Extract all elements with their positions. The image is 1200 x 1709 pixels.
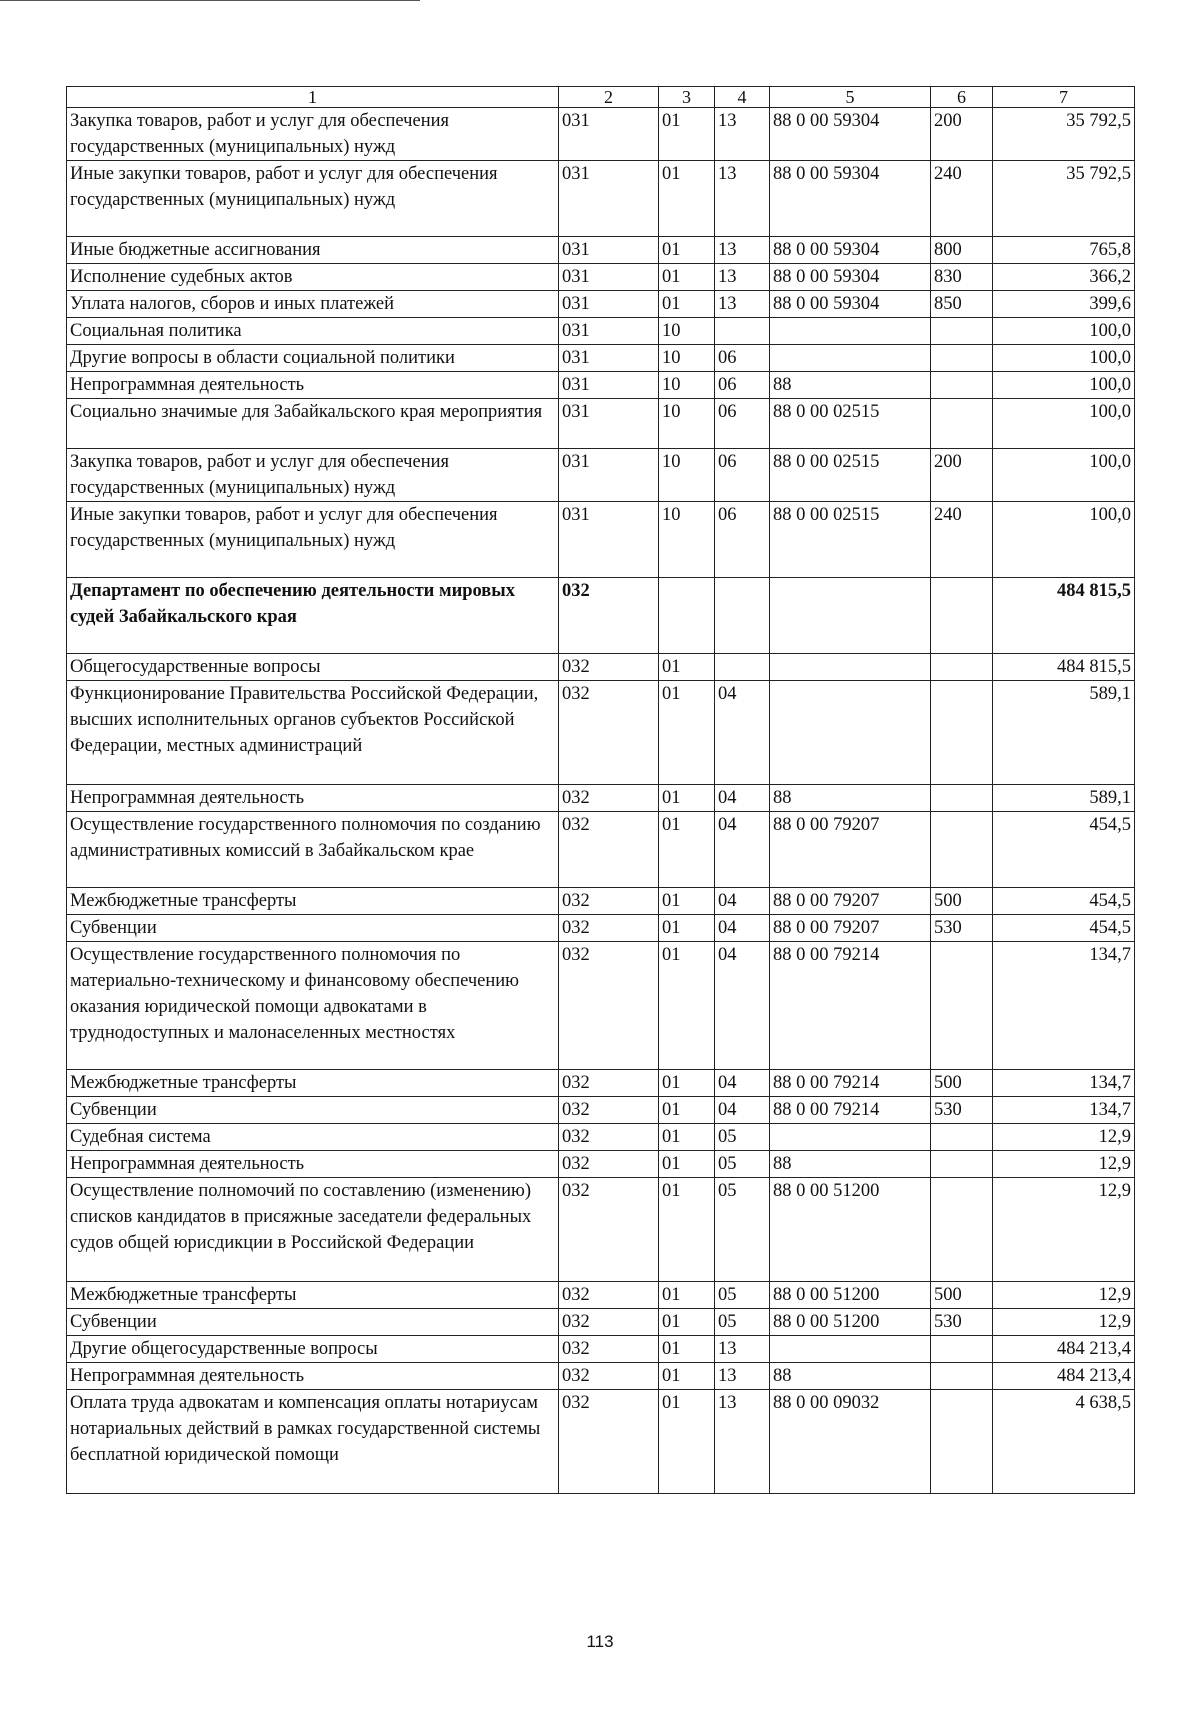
amount-cell: 100,0 bbox=[993, 318, 1135, 345]
name-cell: Межбюджетные трансферты bbox=[67, 1070, 559, 1097]
cell-col4: 06 bbox=[715, 399, 770, 449]
cell-col5: 88 0 00 79214 bbox=[770, 1070, 931, 1097]
cell-col4: 04 bbox=[715, 785, 770, 812]
cell-col6 bbox=[931, 812, 993, 888]
cell-col4: 05 bbox=[715, 1282, 770, 1309]
cell-col5 bbox=[770, 1124, 931, 1151]
cell-col3: 01 bbox=[659, 1124, 715, 1151]
cell-col6: 240 bbox=[931, 161, 993, 237]
cell-col5: 88 0 00 79214 bbox=[770, 1097, 931, 1124]
cell-col6 bbox=[931, 681, 993, 785]
cell-col4: 13 bbox=[715, 161, 770, 237]
amount-cell: 134,7 bbox=[993, 1097, 1135, 1124]
cell-col2: 032 bbox=[559, 1363, 659, 1390]
header-cell-7: 7 bbox=[993, 87, 1135, 108]
name-cell: Субвенции bbox=[67, 915, 559, 942]
cell-col6: 850 bbox=[931, 291, 993, 318]
table-row bbox=[67, 1363, 1135, 1390]
cell-col2: 031 bbox=[559, 502, 659, 578]
cell-col3: 01 bbox=[659, 1097, 715, 1124]
amount-cell: 35 792,5 bbox=[993, 108, 1135, 161]
cell-col6 bbox=[931, 345, 993, 372]
cell-col2: 032 bbox=[559, 1336, 659, 1363]
table-row bbox=[67, 345, 1135, 372]
cell-col5: 88 0 00 79207 bbox=[770, 812, 931, 888]
cell-col2: 031 bbox=[559, 449, 659, 502]
cell-col4: 04 bbox=[715, 942, 770, 1070]
cell-col3: 10 bbox=[659, 318, 715, 345]
cell-col3: 01 bbox=[659, 1336, 715, 1363]
name-cell: Департамент по обеспечению деятельности мировых судей Забайкальского края bbox=[67, 578, 559, 654]
amount-cell: 589,1 bbox=[993, 785, 1135, 812]
cell-col6: 530 bbox=[931, 1097, 993, 1124]
table-row bbox=[67, 942, 1135, 1070]
cell-col4: 04 bbox=[715, 915, 770, 942]
cell-col5: 88 0 00 59304 bbox=[770, 161, 931, 237]
amount-cell: 12,9 bbox=[993, 1309, 1135, 1336]
header-cell-5: 5 bbox=[770, 87, 931, 108]
cell-col5: 88 0 00 02515 bbox=[770, 399, 931, 449]
table-row bbox=[67, 681, 1135, 785]
cell-col5: 88 0 00 02515 bbox=[770, 449, 931, 502]
cell-col6: 200 bbox=[931, 449, 993, 502]
cell-col2: 032 bbox=[559, 1390, 659, 1494]
cell-col6 bbox=[931, 1336, 993, 1363]
cell-col4: 04 bbox=[715, 681, 770, 785]
amount-cell: 366,2 bbox=[993, 264, 1135, 291]
cell-col4: 06 bbox=[715, 372, 770, 399]
name-cell: Другие общегосударственные вопросы bbox=[67, 1336, 559, 1363]
cell-col6: 530 bbox=[931, 915, 993, 942]
cell-col6 bbox=[931, 318, 993, 345]
cell-col4: 04 bbox=[715, 1097, 770, 1124]
cell-col3: 01 bbox=[659, 1282, 715, 1309]
cell-col4: 06 bbox=[715, 449, 770, 502]
cell-col3: 01 bbox=[659, 291, 715, 318]
cell-col2: 031 bbox=[559, 237, 659, 264]
table-row bbox=[67, 888, 1135, 915]
amount-cell: 100,0 bbox=[993, 449, 1135, 502]
amount-cell: 134,7 bbox=[993, 942, 1135, 1070]
name-cell: Оплата труда адвокатам и компенсация оплаты нотариусам нотариальных действий в рамках государственной системы бесплатной юридической помощи bbox=[67, 1390, 559, 1494]
cell-col5: 88 0 00 59304 bbox=[770, 291, 931, 318]
cell-col6 bbox=[931, 578, 993, 654]
name-cell: Социальная политика bbox=[67, 318, 559, 345]
cell-col2: 032 bbox=[559, 654, 659, 681]
cell-col3: 01 bbox=[659, 812, 715, 888]
amount-cell: 134,7 bbox=[993, 1070, 1135, 1097]
table-row bbox=[67, 1282, 1135, 1309]
cell-col2: 032 bbox=[559, 785, 659, 812]
name-cell: Иные бюджетные ассигнования bbox=[67, 237, 559, 264]
cell-col4: 13 bbox=[715, 291, 770, 318]
amount-cell: 454,5 bbox=[993, 915, 1135, 942]
cell-col6: 530 bbox=[931, 1309, 993, 1336]
cell-col4: 04 bbox=[715, 812, 770, 888]
cell-col6 bbox=[931, 785, 993, 812]
table-row bbox=[67, 1390, 1135, 1494]
header-cell-2: 2 bbox=[559, 87, 659, 108]
header-row bbox=[67, 87, 1135, 108]
cell-col2: 031 bbox=[559, 108, 659, 161]
cell-col2: 032 bbox=[559, 681, 659, 785]
cell-col5: 88 0 00 59304 bbox=[770, 108, 931, 161]
table-row bbox=[67, 399, 1135, 449]
cell-col3: 01 bbox=[659, 1070, 715, 1097]
cell-col4: 13 bbox=[715, 264, 770, 291]
cell-col5 bbox=[770, 1336, 931, 1363]
cell-col2: 032 bbox=[559, 1124, 659, 1151]
amount-cell: 589,1 bbox=[993, 681, 1135, 785]
name-cell: Уплата налогов, сборов и иных платежей bbox=[67, 291, 559, 318]
cell-col2: 032 bbox=[559, 1070, 659, 1097]
table-row bbox=[67, 237, 1135, 264]
cell-col3: 01 bbox=[659, 1178, 715, 1282]
cell-col6 bbox=[931, 1178, 993, 1282]
cell-col3: 01 bbox=[659, 785, 715, 812]
page-number: 113 bbox=[586, 1632, 614, 1651]
cell-col5 bbox=[770, 318, 931, 345]
header-cell-6: 6 bbox=[931, 87, 993, 108]
cell-col3: 01 bbox=[659, 681, 715, 785]
cell-col2: 032 bbox=[559, 1282, 659, 1309]
cell-col2: 032 bbox=[559, 1178, 659, 1282]
amount-cell: 12,9 bbox=[993, 1178, 1135, 1282]
amount-cell: 454,5 bbox=[993, 888, 1135, 915]
cell-col3: 01 bbox=[659, 108, 715, 161]
amount-cell: 35 792,5 bbox=[993, 161, 1135, 237]
cell-col4: 05 bbox=[715, 1309, 770, 1336]
cell-col3: 01 bbox=[659, 888, 715, 915]
cell-col3: 01 bbox=[659, 1151, 715, 1178]
cell-col2: 031 bbox=[559, 291, 659, 318]
cell-col4 bbox=[715, 318, 770, 345]
header-cell-3: 3 bbox=[659, 87, 715, 108]
cell-col5: 88 0 00 51200 bbox=[770, 1309, 931, 1336]
cell-col5: 88 bbox=[770, 372, 931, 399]
cell-col2: 031 bbox=[559, 264, 659, 291]
cell-col5: 88 0 00 79214 bbox=[770, 942, 931, 1070]
amount-cell: 100,0 bbox=[993, 399, 1135, 449]
table-row bbox=[67, 291, 1135, 318]
name-cell: Непрограммная деятельность bbox=[67, 1363, 559, 1390]
amount-cell: 484 213,4 bbox=[993, 1363, 1135, 1390]
budget-table-body bbox=[67, 87, 1135, 1494]
cell-col3: 01 bbox=[659, 264, 715, 291]
cell-col3: 01 bbox=[659, 1363, 715, 1390]
cell-col6 bbox=[931, 654, 993, 681]
name-cell: Субвенции bbox=[67, 1309, 559, 1336]
name-cell: Судебная система bbox=[67, 1124, 559, 1151]
name-cell: Общегосударственные вопросы bbox=[67, 654, 559, 681]
table-row bbox=[67, 318, 1135, 345]
cell-col3: 10 bbox=[659, 372, 715, 399]
table-row bbox=[67, 578, 1135, 654]
cell-col5: 88 bbox=[770, 1151, 931, 1178]
name-cell: Закупка товаров, работ и услуг для обеспечения государственных (муниципальных) нужд bbox=[67, 449, 559, 502]
amount-cell: 484 815,5 bbox=[993, 654, 1135, 681]
cell-col2: 032 bbox=[559, 942, 659, 1070]
cell-col5: 88 0 00 59304 bbox=[770, 237, 931, 264]
cell-col5: 88 bbox=[770, 1363, 931, 1390]
cell-col5: 88 bbox=[770, 785, 931, 812]
cell-col2: 031 bbox=[559, 345, 659, 372]
cell-col5: 88 0 00 51200 bbox=[770, 1282, 931, 1309]
table-row bbox=[67, 1336, 1135, 1363]
amount-cell: 100,0 bbox=[993, 345, 1135, 372]
table-row bbox=[67, 1178, 1135, 1282]
table-row bbox=[67, 108, 1135, 161]
table-row bbox=[67, 1151, 1135, 1178]
amount-cell: 4 638,5 bbox=[993, 1390, 1135, 1494]
name-cell: Исполнение судебных актов bbox=[67, 264, 559, 291]
cell-col5 bbox=[770, 654, 931, 681]
cell-col6 bbox=[931, 942, 993, 1070]
amount-cell: 765,8 bbox=[993, 237, 1135, 264]
cell-col2: 031 bbox=[559, 399, 659, 449]
name-cell: Осуществление полномочий по составлению (изменению) списков кандидатов в присяжные заседатели федеральных судов общей юрисдикции в Российской Федерации bbox=[67, 1178, 559, 1282]
table-row bbox=[67, 785, 1135, 812]
cell-col6 bbox=[931, 399, 993, 449]
cell-col6 bbox=[931, 1390, 993, 1494]
amount-cell: 12,9 bbox=[993, 1124, 1135, 1151]
amount-cell: 12,9 bbox=[993, 1282, 1135, 1309]
name-cell: Функционирование Правительства Российской Федерации, высших исполнительных органов субъектов Российской Федерации, местных администраций bbox=[67, 681, 559, 785]
cell-col2: 032 bbox=[559, 1151, 659, 1178]
cell-col2: 032 bbox=[559, 812, 659, 888]
cell-col3: 10 bbox=[659, 345, 715, 372]
cell-col5: 88 0 00 09032 bbox=[770, 1390, 931, 1494]
cell-col4: 05 bbox=[715, 1124, 770, 1151]
cell-col5: 88 0 00 02515 bbox=[770, 502, 931, 578]
cell-col5: 88 0 00 79207 bbox=[770, 888, 931, 915]
cell-col3: 01 bbox=[659, 161, 715, 237]
table-row bbox=[67, 449, 1135, 502]
table-row bbox=[67, 1070, 1135, 1097]
amount-cell: 484 213,4 bbox=[993, 1336, 1135, 1363]
table-row bbox=[67, 161, 1135, 237]
cell-col3: 01 bbox=[659, 942, 715, 1070]
cell-col5: 88 0 00 59304 bbox=[770, 264, 931, 291]
cell-col3: 10 bbox=[659, 502, 715, 578]
name-cell: Осуществление государственного полномочия по материально-техническому и финансовому обеспечению оказания юридической помощи адвокатами в труднодоступных и малонаселенных местностях bbox=[67, 942, 559, 1070]
cell-col5 bbox=[770, 345, 931, 372]
cell-col2: 032 bbox=[559, 1097, 659, 1124]
name-cell: Межбюджетные трансферты bbox=[67, 888, 559, 915]
table-row bbox=[67, 264, 1135, 291]
cell-col5 bbox=[770, 681, 931, 785]
amount-cell: 454,5 bbox=[993, 812, 1135, 888]
cell-col4: 13 bbox=[715, 237, 770, 264]
cell-col2: 032 bbox=[559, 578, 659, 654]
header-cell-1: 1 bbox=[67, 87, 559, 108]
cell-col4: 05 bbox=[715, 1178, 770, 1282]
cell-col4: 13 bbox=[715, 1363, 770, 1390]
cell-col6: 500 bbox=[931, 888, 993, 915]
cell-col3 bbox=[659, 578, 715, 654]
table-row bbox=[67, 654, 1135, 681]
cell-col4: 13 bbox=[715, 1336, 770, 1363]
header-cell-4: 4 bbox=[715, 87, 770, 108]
cell-col3: 01 bbox=[659, 237, 715, 264]
cell-col4: 06 bbox=[715, 502, 770, 578]
cell-col6: 500 bbox=[931, 1070, 993, 1097]
cell-col5 bbox=[770, 578, 931, 654]
cell-col6: 500 bbox=[931, 1282, 993, 1309]
budget-table bbox=[66, 86, 1135, 1494]
table-row bbox=[67, 502, 1135, 578]
cell-col2: 031 bbox=[559, 372, 659, 399]
cell-col5: 88 0 00 79207 bbox=[770, 915, 931, 942]
table-row bbox=[67, 372, 1135, 399]
cell-col3: 01 bbox=[659, 654, 715, 681]
amount-cell: 12,9 bbox=[993, 1151, 1135, 1178]
cell-col4: 04 bbox=[715, 1070, 770, 1097]
document-page bbox=[66, 86, 1134, 1494]
name-cell: Непрограммная деятельность bbox=[67, 785, 559, 812]
cell-col2: 031 bbox=[559, 161, 659, 237]
name-cell: Непрограммная деятельность bbox=[67, 372, 559, 399]
name-cell: Непрограммная деятельность bbox=[67, 1151, 559, 1178]
cell-col6: 240 bbox=[931, 502, 993, 578]
name-cell: Закупка товаров, работ и услуг для обеспечения государственных (муниципальных) нужд bbox=[67, 108, 559, 161]
cell-col6: 200 bbox=[931, 108, 993, 161]
cell-col2: 031 bbox=[559, 318, 659, 345]
cell-col6 bbox=[931, 372, 993, 399]
amount-cell: 399,6 bbox=[993, 291, 1135, 318]
name-cell: Осуществление государственного полномочия по созданию административных комиссий в Забайкальском крае bbox=[67, 812, 559, 888]
table-row bbox=[67, 915, 1135, 942]
cell-col6: 800 bbox=[931, 237, 993, 264]
cell-col4 bbox=[715, 578, 770, 654]
cell-col4: 04 bbox=[715, 888, 770, 915]
cell-col3: 10 bbox=[659, 399, 715, 449]
amount-cell: 484 815,5 bbox=[993, 578, 1135, 654]
cell-col4 bbox=[715, 654, 770, 681]
name-cell: Межбюджетные трансферты bbox=[67, 1282, 559, 1309]
amount-cell: 100,0 bbox=[993, 502, 1135, 578]
name-cell: Субвенции bbox=[67, 1097, 559, 1124]
cell-col3: 01 bbox=[659, 915, 715, 942]
cell-col4: 06 bbox=[715, 345, 770, 372]
cell-col4: 13 bbox=[715, 108, 770, 161]
table-row bbox=[67, 1097, 1135, 1124]
cell-col4: 13 bbox=[715, 1390, 770, 1494]
cell-col5: 88 0 00 51200 bbox=[770, 1178, 931, 1282]
cell-col3: 01 bbox=[659, 1390, 715, 1494]
cell-col2: 032 bbox=[559, 915, 659, 942]
cell-col3: 10 bbox=[659, 449, 715, 502]
top-rule bbox=[0, 0, 420, 1]
name-cell: Иные закупки товаров, работ и услуг для обеспечения государственных (муниципальных) нужд bbox=[67, 161, 559, 237]
cell-col6 bbox=[931, 1363, 993, 1390]
name-cell: Социально значимые для Забайкальского края мероприятия bbox=[67, 399, 559, 449]
table-row bbox=[67, 1124, 1135, 1151]
cell-col6: 830 bbox=[931, 264, 993, 291]
table-row bbox=[67, 812, 1135, 888]
cell-col4: 05 bbox=[715, 1151, 770, 1178]
amount-cell: 100,0 bbox=[993, 372, 1135, 399]
name-cell: Другие вопросы в области социальной политики bbox=[67, 345, 559, 372]
name-cell: Иные закупки товаров, работ и услуг для обеспечения государственных (муниципальных) нужд bbox=[67, 502, 559, 578]
cell-col2: 032 bbox=[559, 888, 659, 915]
cell-col3: 01 bbox=[659, 1309, 715, 1336]
cell-col6 bbox=[931, 1124, 993, 1151]
cell-col2: 032 bbox=[559, 1309, 659, 1336]
cell-col6 bbox=[931, 1151, 993, 1178]
table-row bbox=[67, 1309, 1135, 1336]
